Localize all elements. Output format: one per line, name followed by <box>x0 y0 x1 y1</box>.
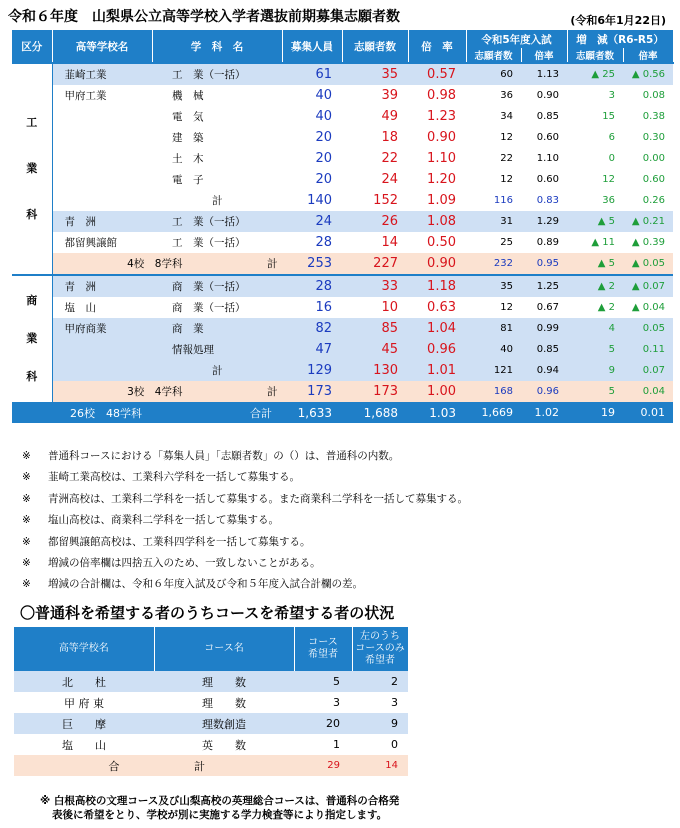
header-diff-ratio: 倍率 <box>623 48 673 63</box>
quota-value: 16 <box>315 300 332 315</box>
prev-applicants-value: 25 <box>500 237 513 248</box>
course-hope-count: 3 <box>333 696 340 709</box>
diff-applicants-value: ▲ 5 <box>597 216 615 227</box>
applicants-value: 1,688 <box>342 402 408 423</box>
applicants-value: 35 <box>342 63 408 85</box>
note-item <box>22 489 468 510</box>
header-course-name: コース名 <box>154 627 294 671</box>
table-row <box>12 275 673 297</box>
diff-ratio-value: ▲ 0.05 <box>631 258 666 269</box>
quota-value: 173 <box>307 384 332 399</box>
table-row <box>12 318 673 339</box>
ratio-value: 0.98 <box>427 88 456 103</box>
ratio-value: 0.57 <box>408 63 466 85</box>
subject-name: 電 気 <box>172 111 204 123</box>
school-name <box>52 148 152 169</box>
header-kubun: 区分 <box>12 30 52 63</box>
quota-value: 40 <box>315 88 332 103</box>
subject-name: 情報処理 <box>172 344 214 356</box>
diff-applicants-value: 4 <box>608 323 615 334</box>
diff-applicants-value: 9 <box>608 365 615 376</box>
course-total-hope: 29 <box>294 755 352 776</box>
prev-applicants-value: 36 <box>500 90 513 101</box>
header-diff-applicants: 志願者数 <box>567 48 623 63</box>
applicants-value: 130 <box>373 363 398 378</box>
grand-total-count: 26校 48学科 <box>70 406 142 420</box>
course-name: 理 数 <box>202 675 246 689</box>
dept-total-count: 4校 8学科 <box>127 258 183 270</box>
subtotal-label: 計 <box>212 195 223 207</box>
applicants-value: 39 <box>381 88 398 103</box>
note-item <box>22 532 468 553</box>
prev-applicants-value: 81 <box>500 323 513 334</box>
table-row-grand-total <box>12 402 673 423</box>
diff-ratio-value: 0.30 <box>642 132 666 143</box>
header-line: 左のうち <box>360 631 400 642</box>
prev-ratio-value: 0.85 <box>536 111 559 122</box>
quota-value: 61 <box>282 63 342 85</box>
diff-applicants-value: 15 <box>602 111 615 122</box>
subject-name: 電 子 <box>172 174 204 186</box>
applicants-value: 26 <box>381 214 398 229</box>
course-name: 英 数 <box>202 738 246 752</box>
prev-ratio-value: 1.02 <box>521 402 567 423</box>
diff-ratio-value: 0.04 <box>642 386 666 397</box>
diff-ratio-value: 0.01 <box>623 402 673 423</box>
ratio-value: 1.08 <box>427 214 456 229</box>
prev-ratio-value: 0.67 <box>536 302 559 313</box>
applicants-value: 85 <box>381 321 398 336</box>
school-name: 甲府商業 <box>64 323 107 335</box>
ratio-value: 1.18 <box>408 275 466 297</box>
header-line: コース <box>308 637 338 648</box>
dept-total-label <box>52 381 282 402</box>
dept-commerce <box>12 275 52 402</box>
prev-ratio-value: 1.13 <box>521 63 567 85</box>
note-text: 普通科コースにおける「募集人員」「志願者数」の（）は、普通科の内数。 <box>48 450 400 462</box>
table-row <box>12 297 673 318</box>
school-name <box>52 339 152 360</box>
table-row <box>12 232 673 253</box>
ratio-value: 1.04 <box>427 321 456 336</box>
table-row <box>12 169 673 190</box>
diff-ratio-value: 0.11 <box>642 344 666 355</box>
ratio-value: 1.20 <box>427 172 456 187</box>
diff-applicants-value: 19 <box>567 402 623 423</box>
prev-ratio-value: 1.25 <box>521 275 567 297</box>
header-diff-group: 増 減（R6-R5） <box>567 30 673 48</box>
subject-name: 商 業 <box>172 323 204 335</box>
quota-value: 28 <box>282 275 342 297</box>
header-line: 希望者 <box>308 649 338 660</box>
quota-value: 1,633 <box>282 402 342 423</box>
quota-value: 47 <box>315 342 332 357</box>
diff-applicants-value: ▲ 11 <box>591 237 615 248</box>
quota-value: 129 <box>307 363 332 378</box>
course-row <box>14 671 408 692</box>
grand-total-label <box>12 402 282 423</box>
course-row <box>14 692 408 713</box>
prev-ratio-value: 1.10 <box>536 153 559 164</box>
diff-applicants-value: ▲ 5 <box>597 258 615 269</box>
ratio-value: 1.00 <box>427 384 456 399</box>
ratio-value: 1.10 <box>427 151 456 166</box>
report-date: (令和6年1月22日) <box>570 14 666 27</box>
prev-ratio-value: 0.95 <box>536 258 559 269</box>
dept-total-label <box>52 253 282 275</box>
diff-ratio-value: 0.60 <box>642 174 666 185</box>
diff-applicants-value: 36 <box>602 195 615 206</box>
school-name: 青 洲 <box>52 275 152 297</box>
ratio-value: 0.96 <box>427 342 456 357</box>
prev-applicants-value: 40 <box>500 344 513 355</box>
applicants-value: 173 <box>373 384 398 399</box>
prev-applicants-value: 12 <box>500 132 513 143</box>
applicants-value: 24 <box>381 172 398 187</box>
prev-ratio-value: 1.29 <box>536 216 559 227</box>
course-total-label2: 計 <box>154 755 294 776</box>
dept-char: 業 <box>26 332 38 345</box>
ratio-value: 1.23 <box>427 109 456 124</box>
quota-value: 20 <box>315 130 332 145</box>
course-section-title: 〇普通科を希望する者のうちコースを希望する者の状況 <box>20 604 395 622</box>
dept-industry <box>12 63 52 275</box>
diff-applicants-value: 3 <box>608 90 615 101</box>
note-item <box>22 574 468 595</box>
prev-applicants-value: 12 <box>500 302 513 313</box>
table-row <box>12 63 673 85</box>
note-item <box>22 553 468 574</box>
note-text: 韮崎工業高校は、工業科六学科を一括して募集する。 <box>48 471 300 484</box>
page-title: 令和６年度 山梨県公立高等学校入学者選抜前期募集志願者数 <box>8 9 400 25</box>
quota-value: 20 <box>315 151 332 166</box>
course-school: 北 杜 <box>62 675 106 689</box>
diff-ratio-value: 0.05 <box>642 323 666 334</box>
applicants-value: 22 <box>381 151 398 166</box>
prev-ratio-value: 0.90 <box>536 90 559 101</box>
prev-ratio-value: 0.89 <box>536 237 559 248</box>
dept-char: 業 <box>26 162 38 175</box>
course-hope-count: 20 <box>326 717 340 730</box>
prev-applicants-value: 1,669 <box>466 402 521 423</box>
note-mark: ※ <box>22 557 31 570</box>
diff-ratio-value: ▲ 0.21 <box>631 216 666 227</box>
note-mark: ※ <box>22 535 31 548</box>
diff-applicants-value: ▲ 2 <box>567 275 623 297</box>
applicants-value: 14 <box>381 235 398 250</box>
course-hope-count: 5 <box>333 675 340 688</box>
course-school: 甲 府 東 <box>64 696 104 710</box>
header-line: 希望者 <box>365 655 395 666</box>
prev-ratio-value: 0.85 <box>536 344 559 355</box>
diff-applicants-value: 5 <box>608 386 615 397</box>
course-row <box>14 713 408 734</box>
diff-applicants-value: ▲ 2 <box>597 302 615 313</box>
quota-value: 20 <box>315 172 332 187</box>
subtotal-label: 計 <box>212 365 223 377</box>
note-text: 青洲高校は、工業科二学科を一括して募集する。また商業科二学科を一括して募集する。 <box>48 492 468 505</box>
header-course-hope <box>294 627 352 671</box>
prev-ratio-value: 0.99 <box>536 323 559 334</box>
header-prev-applicants: 志願者数 <box>466 48 521 63</box>
prev-applicants-value: 168 <box>493 386 513 397</box>
course-total-only: 14 <box>352 755 408 776</box>
diff-ratio-value: 0.08 <box>642 90 666 101</box>
footnote-line: 表後に希望をとり、学校が別に実施する学力検査等により指定します。 <box>52 809 388 821</box>
note-text: 都留興譲館高校は、工業科四学科を一括して募集する。 <box>48 535 311 548</box>
course-name: 理数創造 <box>202 717 246 731</box>
table-row <box>12 211 673 232</box>
header-applicants: 志願者数 <box>342 30 408 63</box>
applicants-value: 10 <box>381 300 398 315</box>
prev-ratio-value: 0.83 <box>536 195 559 206</box>
diff-ratio-value: ▲ 0.07 <box>623 275 673 297</box>
table-row-subtotal <box>12 190 673 211</box>
diff-applicants-value: 0 <box>608 153 615 164</box>
header-ratio: 倍 率 <box>408 30 466 63</box>
applicants-value: 33 <box>342 275 408 297</box>
prev-applicants-value: 60 <box>466 63 521 85</box>
prev-applicants-value: 121 <box>493 365 513 376</box>
subject-name: 商 業（一括） <box>152 275 282 297</box>
applicants-value: 49 <box>381 109 398 124</box>
note-mark: ※ <box>22 578 31 591</box>
note-item <box>22 467 468 488</box>
course-only-count: 9 <box>391 717 398 730</box>
school-name <box>52 106 152 127</box>
ratio-value: 1.01 <box>427 363 456 378</box>
course-row <box>14 734 408 755</box>
course-only-count: 2 <box>391 675 398 688</box>
header-prev-ratio: 倍率 <box>521 48 567 63</box>
school-name: 都留興譲館 <box>64 237 117 249</box>
ratio-value: 0.50 <box>427 235 456 250</box>
ratio-value: 1.09 <box>427 193 456 208</box>
diff-applicants-value: 12 <box>602 174 615 185</box>
school-name: 青 洲 <box>64 216 96 228</box>
table-row-dept-total <box>12 381 673 402</box>
quota-value: 24 <box>315 214 332 229</box>
subject-name: 機 械 <box>172 90 204 102</box>
course-only-count: 0 <box>391 738 398 751</box>
diff-ratio-value: ▲ 0.39 <box>631 237 666 248</box>
table-row <box>12 148 673 169</box>
school-name: 甲府工業 <box>64 90 107 102</box>
dept-total-text: 計 <box>267 386 278 398</box>
applicants-value: 45 <box>381 342 398 357</box>
header-line: コースのみ <box>355 643 405 654</box>
school-name <box>52 190 152 211</box>
note-mark: ※ <box>22 471 31 484</box>
dept-char: 科 <box>26 370 38 383</box>
dept-char: 工 <box>26 116 38 129</box>
diff-ratio-value: ▲ 0.04 <box>631 302 666 313</box>
header-course-school: 高等学校名 <box>14 627 154 671</box>
applicants-value: 152 <box>373 193 398 208</box>
subject-name: 土 木 <box>172 153 204 165</box>
subject-name: 工 業（一括） <box>152 63 282 85</box>
course-school: 塩 山 <box>62 738 106 752</box>
note-mark: ※ <box>22 514 31 527</box>
footnote-line: ※ 白根高校の文理コース及び山梨高校の英理総合コースは、普通科の合格発 <box>40 795 400 807</box>
prev-applicants-value: 31 <box>500 216 513 227</box>
table-row <box>12 85 673 106</box>
course-school: 巨 摩 <box>62 717 106 731</box>
quota-value: 253 <box>307 256 332 271</box>
course-only-count: 3 <box>391 696 398 709</box>
subject-name: 商 業（一括） <box>172 302 246 314</box>
applicants-value: 227 <box>373 256 398 271</box>
quota-value: 82 <box>315 321 332 336</box>
school-name <box>52 360 152 381</box>
note-item <box>22 446 468 467</box>
quota-value: 28 <box>315 235 332 250</box>
subject-name: 工 業（一括） <box>172 216 246 228</box>
table-row-subtotal <box>12 360 673 381</box>
diff-applicants-value: ▲ 25 <box>567 63 623 85</box>
ratio-value: 0.63 <box>427 300 456 315</box>
table-row <box>12 106 673 127</box>
applicants-value: 18 <box>381 130 398 145</box>
diff-applicants-value: 6 <box>608 132 615 143</box>
dept-total-text: 計 <box>267 258 278 270</box>
course-name: 理 数 <box>202 696 246 710</box>
prev-ratio-value: 0.60 <box>536 132 559 143</box>
course-hope-count: 1 <box>333 738 340 751</box>
table-row-dept-total <box>12 253 673 275</box>
subject-name: 工 業（一括） <box>172 237 246 249</box>
notes <box>22 446 468 596</box>
note-text: 塩山高校は、商業科二学科を一括して募集する。 <box>48 514 279 527</box>
header-school: 高等学校名 <box>52 30 152 63</box>
prev-applicants-value: 22 <box>500 153 513 164</box>
prev-ratio-value: 0.60 <box>536 174 559 185</box>
header-course-only <box>352 627 408 671</box>
subject-name: 建 築 <box>172 132 204 144</box>
school-name: 塩 山 <box>64 302 96 314</box>
course-footnote <box>40 794 399 822</box>
diff-ratio-value: 0.07 <box>642 365 666 376</box>
prev-applicants-value: 34 <box>500 111 513 122</box>
diff-ratio-value: 0.00 <box>642 153 666 164</box>
diff-ratio-value: 0.38 <box>642 111 666 122</box>
applicants-table <box>12 30 674 423</box>
quota-value: 40 <box>315 109 332 124</box>
dept-total-count: 3校 4学科 <box>127 386 183 398</box>
course-total-row <box>14 755 408 776</box>
school-name <box>52 127 152 148</box>
header-subject: 学 科 名 <box>152 30 282 63</box>
ratio-value: 0.90 <box>427 256 456 271</box>
prev-ratio-value: 0.96 <box>536 386 559 397</box>
table-row <box>12 127 673 148</box>
header-quota: 募集人員 <box>282 30 342 63</box>
header-prev-group: 令和5年度入試 <box>466 30 567 48</box>
note-text: 増減の倍率欄は四捨五入のため、一致しないことがある。 <box>48 557 321 570</box>
course-table <box>14 627 409 776</box>
diff-ratio-value: ▲ 0.56 <box>623 63 673 85</box>
prev-applicants-value: 12 <box>500 174 513 185</box>
prev-ratio-value: 0.94 <box>536 365 559 376</box>
course-total-label1: 合 <box>14 755 154 776</box>
school-name <box>52 169 152 190</box>
dept-char: 科 <box>26 208 38 221</box>
prev-applicants-value: 35 <box>466 275 521 297</box>
grand-total-text: 合計 <box>250 406 272 420</box>
ratio-value: 0.90 <box>427 130 456 145</box>
note-text: 増減の合計欄は、令和６年度入試及び令和５年度入試合計欄の差。 <box>48 578 363 591</box>
school-name: 韮崎工業 <box>52 63 152 85</box>
note-mark: ※ <box>22 492 31 505</box>
quota-value: 140 <box>307 193 332 208</box>
note-item <box>22 510 468 531</box>
diff-ratio-value: 0.26 <box>642 195 666 206</box>
note-mark: ※ <box>22 450 31 462</box>
prev-applicants-value: 232 <box>493 258 513 269</box>
table-row <box>12 339 673 360</box>
dept-char: 商 <box>26 294 38 307</box>
diff-applicants-value: 5 <box>608 344 615 355</box>
prev-applicants-value: 116 <box>493 195 513 206</box>
ratio-value: 1.03 <box>408 402 466 423</box>
